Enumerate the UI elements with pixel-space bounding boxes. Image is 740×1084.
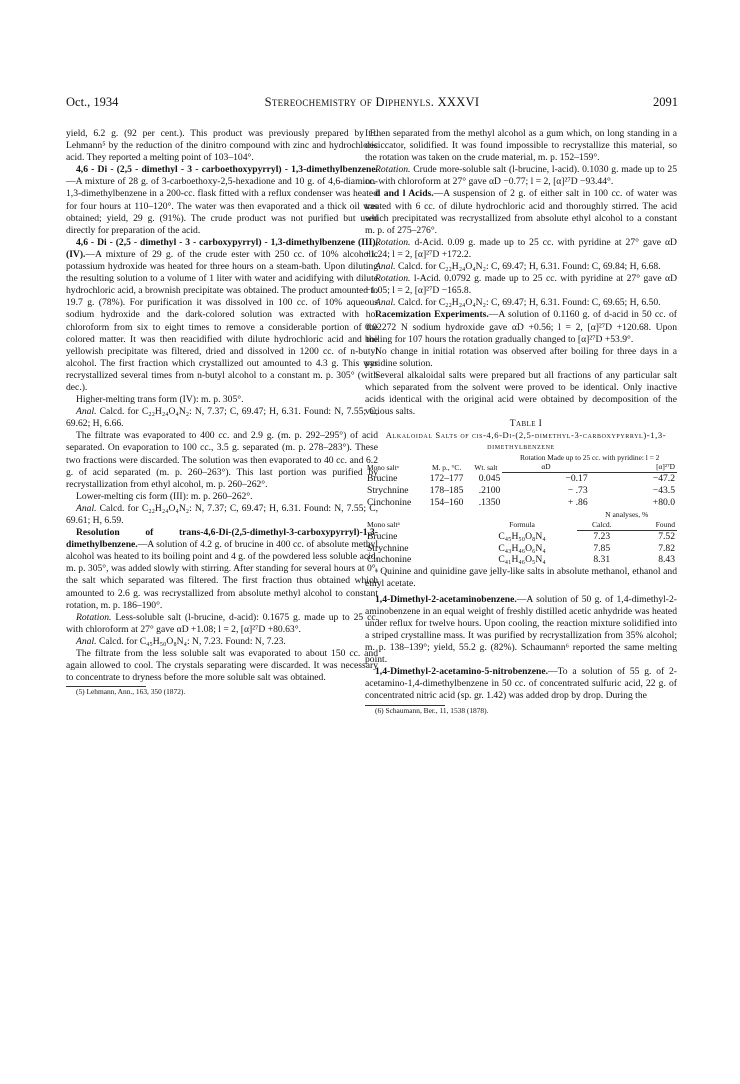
cell-alpha-d: + .86 [567,496,588,508]
paragraph [66,527,378,612]
paragraph-body: Crude more-soluble salt (l-brucine, l-acid). 0.1030 g. made up to 25 cc. with chloroform at 27° gave αD −0.77; l = 2, [α]²⁷D −93.44°. [365,164,677,188]
analysis-table [365,511,677,566]
paragraph [66,612,378,636]
column-header-wt-salt: Wt. salt [474,462,498,472]
running-header [66,95,678,111]
page-number: 2091 [653,95,678,109]
paragraph: The filtrate from the less soluble salt was evaporated to about 150 cc. and again allowed to cool. The crystals separating were discarded. It was necessary to concentrate to dryness before the more soluble salt was obtained. [66,648,378,684]
column-header-calcd: Calcd. [577,521,627,531]
cell-wt: .1350 [478,496,501,508]
anal-label: Anal. [375,297,396,309]
paragraph [365,594,677,667]
paragraph [365,164,677,188]
table-row [365,530,677,542]
cell-salt: Brucine [367,530,398,542]
section-heading: Racemization Experiments. [375,309,489,321]
rotation-label: Rotation. [375,164,411,176]
paragraph [365,188,677,236]
column-header-specific-rotation: [α]²⁷D [590,463,677,473]
rotation-label: Rotation. [76,611,112,623]
paragraph [365,237,677,261]
rotation-table [365,454,677,508]
paragraph-body: Calcd. for C₂₂H₂₄O₄N₂: C, 69.47; H, 6.31. Found: C, 69.84; H, 6.68. [397,261,661,273]
column-header-n-analyses: N analyses, % [605,510,649,520]
paragraph-body: Calcd. for C₂₂H₂₄O₄N₂: N, 7.37; C, 69.47; H, 6.31. Found: N, 7.55; C, 69.62; H, 6.66. [66,406,378,430]
paragraph-body: Less-soluble salt (l-brucine, d-acid): 0.1675 g. made up to 25 cc. with chloroform at 27° gave αD +1.08; l = 2, [α]²⁷D +80.63°. [66,611,378,635]
section-heading: 4,6 - Di - (2,5 - dimethyl - 3 - carboethoxypyrryl) - 1,3-dimethylbenzene. [76,164,378,176]
section-heading: d and l Acids. [375,188,434,200]
cell-specific-rotation: −47.2 [652,473,675,485]
paragraph: No change in initial rotation was observed after boiling for three days in a pyridine solution. [365,345,677,369]
column-header-rotation: Rotation Made up to 25 cc. with pyridine: l = 2 [519,453,660,463]
cell-formula: C₄₁H₄₆O₅N₄ [498,554,546,566]
paragraph: The filtrate was evaporated to 400 cc. and 2.9 g. (m. p. 292–295°) of acid separated. On evaporation to 100 cc., 3.5 g. separated (m. p. 278–283°). These two fractions were discarded. The solution was then evaporated to 40 cc. and 6.2 g. of acid separated (m. p. 260–263°). This last portion was purified by recrystallization from ethyl alcohol, m. p. 260–262°. [66,430,378,490]
cell-salt: Strychnine [367,484,409,496]
cell-found: 8.43 [658,554,675,566]
paragraph: Lower-melting cis form (III): m. p. 260–262°. [76,490,253,502]
paragraph [365,261,677,273]
footnote: (6) Schaumann, Ber., 11, 1538 (1878). [375,705,489,715]
cell-salt: Brucine [367,473,398,485]
paragraph-body: —A mixture of 29 g. of the crude ester with 250 cc. of 10% alcoholic potassium hydroxide was heated for three hours on a steam-bath. Upon diluting the resulting solution to a volume of 1 liter with water and acidifying with dilute hydrochloric acid, a brownish precipitate was obtained. The product amounted to 19.7 g. (78%). For purification it was dissolved in 100 cc. of 10% aqueous sodium hydroxide and the dark-colored solution was extracted with hot chloroform from six to eight times to remove a considerable portion of the colored matter. It was then reacidified with dilute hydrochloric acid and the yellowish precipitate was filtered, dried and dissolved in 1200 cc. of n-butyl alcohol. The first fraction which crystallized out amounted to 4.3 g. This was recrystallized several times from n-butyl alcohol to a constant m. p. 305° (with dec.). [66,248,378,393]
table-label: Table I [509,418,543,430]
section-heading: 1,4-Dimethyl-2-acetaminobenzene. [375,593,517,605]
paragraph-body: —To a solution of 55 g. of 2-acetamino-1,4-dimethylbenzene in 50 cc. of concentrated sulfuric acid, 22 g. of concentrated nitric acid (sp. gr. 1.42) was added drop by drop. During the [365,666,677,702]
anal-label: Anal. [76,406,97,418]
column-header-mono-salt: Mono saltᵃ [367,520,400,530]
section-heading: 1,4-Dimethyl-2-acetamino-5-nitrobenzene. [375,666,549,678]
paragraph-body: —A mixture of 28 g. of 3-carboethoxy-2,5-hexadione and 10 g. of 4,6-diamino-1,3-dimethylbenzene in a 200-cc. flask fitted with a reflux condenser was heated for four hours at 110–120°. The water was then evaporated and a thick oil was obtained; yield, 29 g. (91%). The crude product was not purified but used directly for preparation of the acid. [66,176,378,236]
paragraph-body: d-Acid. 0.09 g. made up to 25 cc. with pyridine at 27° gave αD +1.24; l = 2, [α]²⁷D +172.2. [365,236,677,260]
paragraph [66,503,378,527]
cell-specific-rotation: −43.5 [652,484,675,496]
cell-found: 7.82 [658,542,675,554]
paragraph-body: —A solution of 0.1160 g. of d-acid in 50 cc. of 0.02272 N sodium hydroxide gave αD +0.56; l = 2, [α]²⁷D +120.68. Upon boiling for 107 hours the rotation gradually changed to [α]²⁷D +53.9°. [365,309,677,345]
column-header-mono-salt: Mono saltᵃ [367,462,399,472]
header-title: Stereochemistry of Diphenyls. XXXVI [264,95,480,109]
footnote: (5) Lehmann, Ann., 163, 350 (1872). [76,687,186,697]
paragraph: Several alkaloidal salts were prepared but all fractions of any particular salt which separated from the solvent were proved to be identical. Only inactive acids identical with the original acid were obtained by decomposition of the various salts. [365,369,677,418]
anal-label: Anal. [375,261,396,273]
cell-calcd: 8.31 [593,554,611,566]
paragraph [365,297,677,309]
right-column [365,128,677,715]
cell-salt: Cinchonine [367,496,412,508]
paragraph [66,237,378,394]
cell-mp: 178–185 [429,484,464,496]
cell-calcd: 7.85 [593,542,611,554]
paragraph: Higher-melting trans form (IV): m. p. 305°. [76,394,244,406]
table-row [365,554,677,566]
section-heading: Resolution of trans-4,6-Di-(2,5-dimethyl-3-carboxypyrryl)-1,3-dimethylbenzene. [66,527,378,551]
cell-formula: C₄₅H₅₀O₈N₄ [498,530,546,542]
cell-wt: 0.045 [478,473,501,485]
cell-formula: C₄₃H₄₆O₆N₄ [498,542,546,554]
column-header-found: Found [627,521,677,531]
cell-calcd: 7.23 [593,530,611,542]
paragraph-body: Calcd. for C₂₂H₂₄O₄N₂: C, 69.47; H, 6.31. Found: C, 69.65; H, 6.50. [397,297,661,309]
table-title: Alkaloidal Salts of cis-4,6-Di-(2,5-dimethyl-3-carboxypyrryl)-1,3-dimethylbenzene [385,430,667,452]
left-column [66,128,378,696]
paragraph [365,666,677,702]
anal-label: Anal. [76,635,97,647]
table-row [365,485,677,497]
table-row [365,473,677,485]
paragraph-body: Calcd. for C₂₂H₂₄O₄N₂: N, 7.37; C, 69.47; H, 6.31. Found: N, 7.55; C, 69.61; H, 6.59. [66,502,378,526]
cell-specific-rotation: +80.0 [652,496,675,508]
paragraph-body: —A solution of 50 g. of 1,4-dimethyl-2-aminobenzene in an equal weight of freshly distilled acetic anhydride was heated under reflux for twelve hours. Upon cooling, the reaction mixture solidified into a striped crystalline mass. It was purified by recrystallization from 35% alcohol; m. p. 138–139°; yield, 55.2 g. (82%). Schaumann⁶ reported the same melting point. [365,593,677,666]
cell-salt: Strychnine [367,542,409,554]
paragraph-body: —A suspension of 2 g. of either salt in 100 cc. of water was treated with 6 cc. of dilute hydrochloric acid and thoroughly stirred. The acid which precipitated was recrystallized from absolute ethyl alcohol to a constant m. p. of 275–276°. [365,188,677,236]
cell-found: 7.52 [658,530,675,542]
rotation-label: Rotation. [375,273,411,285]
paragraph [365,273,677,297]
cell-alpha-d: − .73 [567,484,588,496]
table-footnote: ᵃ Quinine and quinidine gave jelly-like salts in absolute methanol, ethanol and ethyl acetate. [365,565,677,589]
paragraph-body: l-Acid. 0.0792 g. made up to 25 cc. with pyridine at 27° gave αD −1.05; l = 2, [α]²⁷D −165.8. [365,273,677,297]
column-header-mp: M. p., °C. [431,462,462,472]
rotation-label: Rotation. [375,236,411,248]
cell-mp: 154–160 [429,496,464,508]
paragraph [66,164,378,237]
section-heading: 4,6 - Di - (2,5 - dimethyl - 3 - carboxypyrryl) - 1,3-dimethylbenzene (III), (IV). [66,236,378,260]
cell-wt: .2100 [478,484,501,496]
paragraph-body: Calcd. for C₄₅H₅₀O₈N₄: N, 7.23. Found: N, 7.23. [98,635,286,647]
paragraph-body: —A solution of 4.2 g. of brucine in 400 cc. of absolute methyl alcohol was heated to its boiling point and 4 g. of the powdered less soluble acid, m. p. 305°, was added slowly with stirring. After standing for several hours at 0°, the salt which separated was filtered. The first fraction thus obtained which amounted to 2.6 g. was recrystallized from absolute methyl alcohol to constant rotation, m. p. 186–190°. [66,539,378,611]
cell-alpha-d: −0.17 [565,473,588,485]
header-date: Oct., 1934 [66,95,119,109]
paragraph [66,636,378,648]
paragraph [365,309,677,345]
cell-salt: Cinchonine [367,554,412,566]
table-row [365,543,677,555]
column-header-alpha-d: αD [502,463,589,473]
paragraph: yield, 6.2 g. (92 per cent.). This product was previously prepared by E. Lehmann⁵ by the reduction of the dinitro compound with zinc and hydrochloric acid. They reported a melting point of 103–104°. [66,128,378,164]
paragraph: It then separated from the methyl alcohol as a gum which, on long standing in a desiccator, solidified. It was found impossible to recrystallize this material, so the rotation was taken on the crude material, m. p. 152–159°. [365,128,677,164]
column-header-formula: Formula [509,520,535,530]
cell-mp: 172–177 [429,473,464,485]
anal-label: Anal. [76,502,97,514]
table-row [365,497,677,509]
paragraph [66,406,378,430]
